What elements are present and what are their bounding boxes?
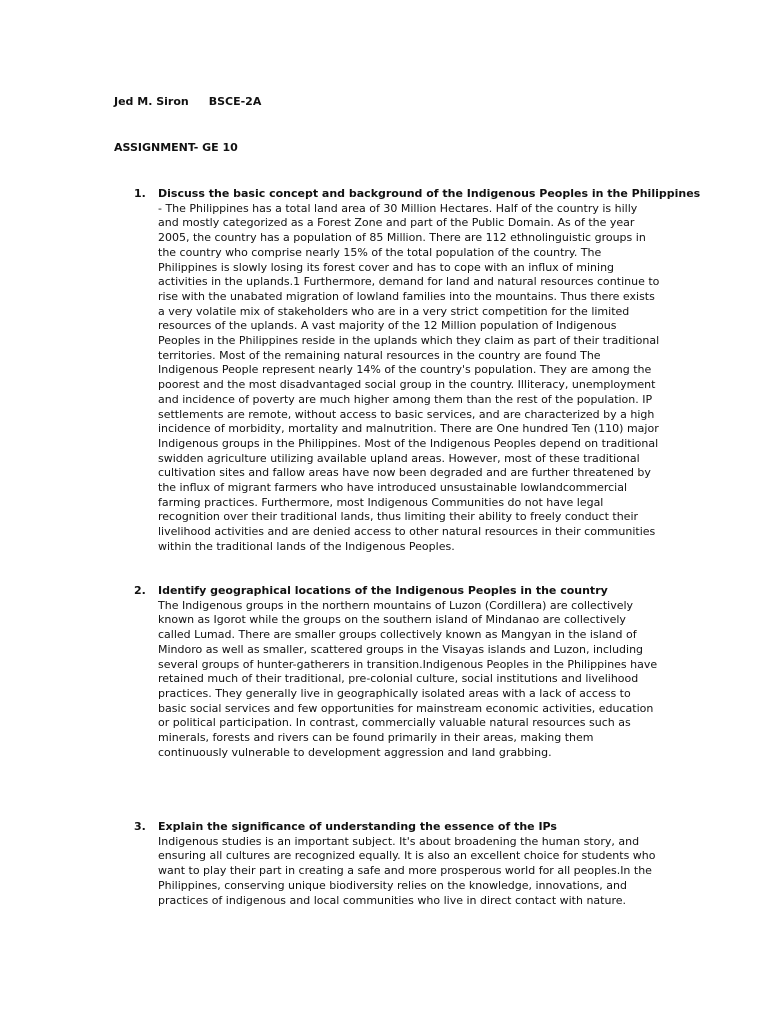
question-3 <box>134 820 662 908</box>
question-number: 3. <box>134 820 146 833</box>
assignment-title: ASSIGNMENT- GE 10 <box>114 141 238 154</box>
student-name: Jed M. Siron <box>114 95 189 108</box>
question-1 <box>134 187 701 555</box>
question-answer: Indigenous studies is an important subject. It's about broadening the human story, and ensuring all cultures are recognized equally. It is also an excellent choice for students who want to play their part in creating a safe and more prosperous world for all peoples.In the Philippines, conserving unique biodiversity relies on the knowledge, innovations, and practices of indigenous and local communities who live in direct contact with nature. <box>158 834 656 907</box>
student-course: BSCE-2A <box>208 95 262 108</box>
question-answer: The Indigenous groups in the northern mountains of Luzon (Cordillera) are collectively known as Igorot while the groups on the southern island of Mindanao are collectively called Lumad. There are smaller groups collectively known as Mangyan in the island of Mindoro as well as smaller, scattered groups in the Visayas islands and Luzon, including several groups of hunter-gatherers in transition.Indigenous Peoples in the Philippines have retained much of their traditional, pre-colonial culture, social institutions and livelihood practices. They generally live in geographically isolated areas with a lack of access to basic social services and few opportunities for mainstream economic activities, education or political participation. In contrast, commercially valuable natural resources such as minerals, forests and rivers can be found primarily in their areas, making them continuously vulnerable to development aggression and land grabbing. <box>158 598 658 759</box>
question-number: 2. <box>134 584 146 597</box>
question-heading: Explain the significance of understanding the essence of the IPs <box>158 820 557 833</box>
question-2 <box>134 584 662 760</box>
question-answer: - The Philippines has a total land area of 30 Million Hectares. Half of the country is hilly and mostly categorized as a Forest Zone and part of the Public Domain. As of the year 2005, the country has a population of 85 Million. There are 112 ethnolinguistic groups in the country who comprise nearly 15% of the total population of the country. The Philippines is slowly losing its forest cover and has to cope with an influx of mining activities in the uplands.1 Furthermore, demand for land and natural resources continue to rise with the unabated migration of lowland families into the mountains. Thus there exists a very volatile mix of stakeholders who are in a very strict competition for the limited resources of the uplands. A vast majority of the 12 Million population of Indigenous Peoples in the Philippines reside in the uplands which they claim as part of their traditional territories. Most of the remaining natural resources in the country are found The Indigenous People represent nearly 14% of the country's population. They are among the poorest and the most disadvantaged social group in the country. Illiteracy, unemployment and incidence of poverty are much higher among them than the rest of the population. IP settlements are remote, without access to basic services, and are characterized by a high incidence of morbidity, mortality and malnutrition. There are One hundred Ten (110) major Indigenous groups in the Philippines. Most of the Indigenous Peoples depend on traditional swidden agriculture utilizing available upland areas. However, most of these traditional cultivation sites and fallow areas have now been degraded and are further threatened by the influx of migrant farmers who have introduced unsustainable lowlandcommercial farming practices. Furthermore, most Indigenous Communities do not have legal recognition over their traditional lands, thus limiting their ability to freely conduct their livelihood activities and are denied access to other natural resources in their communities within the traditional lands of the Indigenous Peoples. <box>158 201 660 553</box>
question-heading: Identify geographical locations of the Indigenous Peoples in the country <box>158 584 608 597</box>
question-number: 1. <box>134 187 146 200</box>
question-heading: Discuss the basic concept and background of the Indigenous Peoples in the Philippines <box>158 187 701 200</box>
student-header <box>114 95 261 108</box>
